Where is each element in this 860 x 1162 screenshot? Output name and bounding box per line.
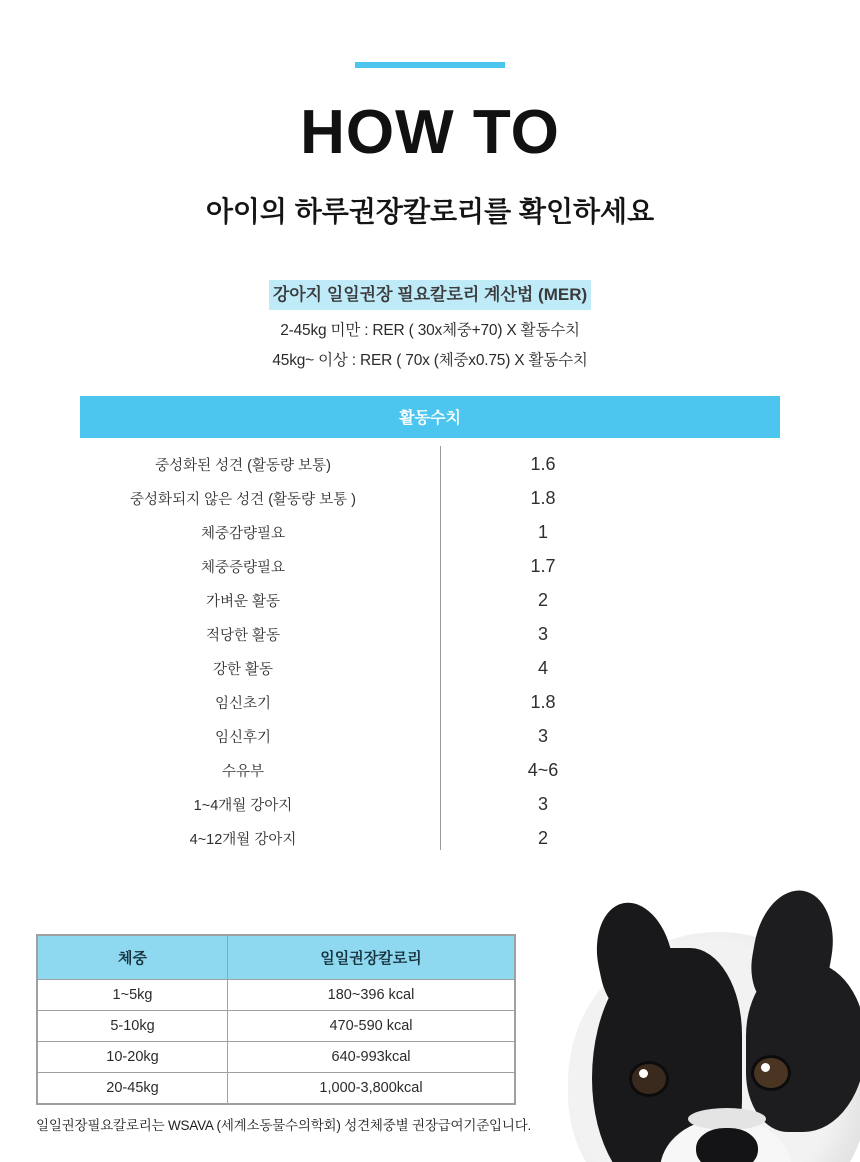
activity-value: 4 (537, 658, 548, 678)
cell-calories: 1,000-3,800kcal (228, 1073, 515, 1104)
table-row (38, 1011, 515, 1042)
dog-face-patch-right (746, 962, 860, 1132)
dog-eye-glint (639, 1069, 648, 1078)
dog-nose (696, 1128, 758, 1162)
dog-wrinkle (688, 1108, 766, 1130)
activity-value: 3 (537, 726, 548, 746)
column-header-calories: 일일권장칼로리 (228, 936, 515, 980)
table-row (38, 1042, 515, 1073)
activity-label: 1~4개월 강아지 (193, 798, 293, 814)
table-row (80, 720, 780, 754)
table-header-row (38, 936, 515, 980)
cell-weight: 5-10kg (38, 1011, 228, 1042)
weight-calorie-table (36, 934, 516, 1105)
activity-value: 1.8 (530, 488, 556, 508)
page-root (0, 62, 860, 1162)
activity-table-body (80, 438, 780, 856)
activity-label: 수유부 (221, 764, 265, 780)
cell-weight: 10-20kg (38, 1042, 228, 1073)
activity-value: 2 (537, 828, 548, 848)
activity-label: 임신후기 (214, 730, 272, 746)
activity-label: 적당한 활동 (205, 628, 281, 644)
table-row (80, 550, 780, 584)
activity-table (80, 396, 780, 856)
table-row (80, 754, 780, 788)
activity-label: 임신초기 (214, 696, 272, 712)
dog-eye-right (754, 1058, 788, 1088)
table-row (80, 482, 780, 516)
activity-label: 중성화된 성견 (활동량 보통) (155, 458, 331, 474)
table-row (80, 584, 780, 618)
activity-label: 중성화되지 않은 성견 (활동량 보통 ) (130, 492, 356, 508)
table-row (80, 516, 780, 550)
accent-rule (355, 62, 505, 68)
activity-value: 3 (537, 794, 548, 814)
dog-head-shape (568, 932, 860, 1162)
table-row (80, 686, 780, 720)
activity-label: 가벼운 활동 (205, 594, 281, 610)
activity-label: 4~12개월 강아지 (189, 832, 297, 848)
formula-line-1: 2-45kg 미만 : RER ( 30x체중+70) X 활동수치 (280, 321, 580, 339)
cell-calories: 640-993kcal (228, 1042, 515, 1073)
activity-value: 1.7 (530, 556, 556, 576)
dog-eye-glint (761, 1063, 770, 1072)
activity-table-header: 활동수치 (80, 396, 780, 438)
activity-value: 4~6 (527, 760, 559, 780)
table-row (38, 980, 515, 1011)
footnote-text: 일일권장필요칼로리는 WSAVA (세계소동물수의학회) 성견체중별 권장급여기준입니다. (36, 1118, 532, 1133)
activity-label: 체중증량필요 (200, 560, 286, 576)
cell-weight: 20-45kg (38, 1073, 228, 1104)
cell-calories: 180~396 kcal (228, 980, 515, 1011)
activity-label: 체중감량필요 (200, 526, 286, 542)
table-row (80, 652, 780, 686)
table-row (80, 448, 780, 482)
page-subtitle: 아이의 하루권장칼로리를 확인하세요 (205, 196, 655, 227)
activity-value: 1 (537, 522, 548, 542)
formula-block (0, 280, 860, 370)
table-row (80, 788, 780, 822)
activity-value: 1.6 (530, 454, 556, 474)
activity-label: 강한 활동 (212, 662, 274, 678)
formula-line-2: 45kg~ 이상 : RER ( 70x (체중x0.75) X 활동수치 (272, 351, 588, 369)
dog-eye-left (632, 1064, 666, 1094)
activity-value: 2 (537, 590, 548, 610)
table-row (80, 822, 780, 856)
cell-weight: 1~5kg (38, 980, 228, 1011)
dog-photo (530, 872, 860, 1162)
formula-heading: 강아지 일일권장 필요칼로리 계산법 (MER) (269, 280, 591, 310)
activity-value: 3 (537, 624, 548, 644)
table-row (80, 618, 780, 652)
table-row (38, 1073, 515, 1104)
column-header-weight: 체중 (38, 936, 228, 980)
page-title: HOW TO (300, 98, 560, 167)
cell-calories: 470-590 kcal (228, 1011, 515, 1042)
activity-value: 1.8 (530, 692, 556, 712)
